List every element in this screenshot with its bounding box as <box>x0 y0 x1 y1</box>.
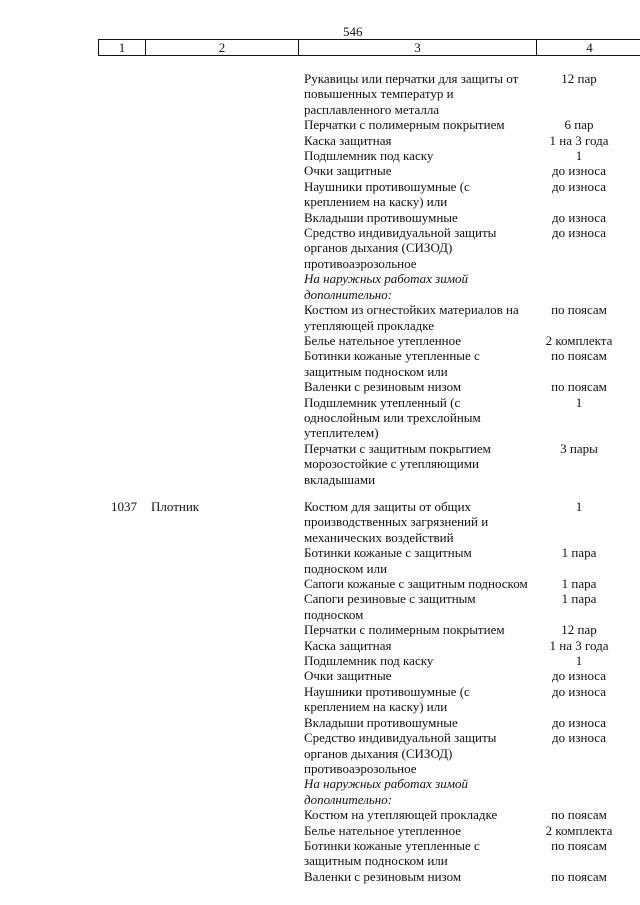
item-name: Каска защитная <box>304 637 392 653</box>
list-item <box>304 302 634 333</box>
page-number: 546 <box>343 24 363 39</box>
list-item <box>304 379 634 394</box>
items-list <box>304 71 634 487</box>
item-name: Средство индивидуальной защиты органов дыхания (СИЗОД) противоаэрозольное <box>304 730 497 776</box>
item-name: Ботинки кожаные утепленные с защитным подноском или <box>304 348 480 379</box>
item-norm: до износа <box>552 730 606 746</box>
item-norm: до износа <box>552 163 606 179</box>
list-item <box>304 348 634 379</box>
item-name: Очки защитные <box>304 163 392 179</box>
item-norm: до износа <box>552 714 606 730</box>
item-norm: 1 <box>575 148 583 164</box>
list-item <box>304 441 634 487</box>
list-item <box>304 71 634 117</box>
list-item <box>304 499 634 545</box>
item-name: Рукавицы или перчатки для защиты от повышенных температур и расплавленного металла <box>304 71 519 117</box>
list-item <box>304 545 634 576</box>
item-name: Подшлемник под каску <box>304 653 434 669</box>
list-item <box>304 395 634 441</box>
list-item <box>304 653 634 668</box>
item-norm: до износа <box>552 209 606 225</box>
item-name: Ботинки кожаные утепленные с защитным подноском или <box>304 837 480 869</box>
item-name: Сапоги резиновые с защитным подноском <box>304 591 476 622</box>
item-name: Вкладыши противошумные <box>304 209 458 225</box>
item-name: Белье нательное утепленное <box>304 822 462 838</box>
item-name: Костюм для защиты от общих производственных загрязнений и механических воздействий <box>304 499 489 545</box>
item-norm: 1 <box>575 499 583 514</box>
item-name: Наушники противошумные (с креплением на каску) или <box>304 683 470 715</box>
header-col-4: 4 <box>586 40 593 55</box>
table-header-row <box>98 39 640 56</box>
list-item <box>304 638 634 653</box>
list-item <box>304 622 634 637</box>
list-item <box>304 776 634 807</box>
list-item <box>304 133 634 148</box>
list-item <box>304 591 634 622</box>
item-name: Подшлемник под каску <box>304 148 434 164</box>
list-item <box>304 668 634 683</box>
item-norm: до износа <box>552 178 606 194</box>
list-item <box>304 163 634 178</box>
list-item <box>304 179 634 210</box>
item-name: Белье нательное утепленное <box>304 332 462 348</box>
item-norm: 3 пары <box>560 440 598 456</box>
item-norm: 2 комплекта <box>545 822 613 838</box>
header-col-1: 1 <box>99 40 146 55</box>
item-name: На наружных работах зимой дополнительно: <box>304 776 469 807</box>
header-col-3: 3 <box>299 40 537 55</box>
item-norm: по поясам <box>551 348 607 364</box>
items-list <box>304 499 634 884</box>
item-name: Перчатки с полимерным покрытием <box>304 622 505 638</box>
item-norm: по поясам <box>551 807 607 823</box>
list-item <box>304 807 634 822</box>
item-name: Вкладыши противошумные <box>304 714 458 730</box>
item-name: Подшлемник утепленный (с однослойным или трехслойным утеплителем) <box>304 394 481 441</box>
item-norm: 12 пар <box>561 71 597 86</box>
item-name: Ботинки кожаные с защитным подноском или <box>304 545 472 576</box>
item-norm: 1 пара <box>561 591 597 607</box>
list-item <box>304 271 634 302</box>
item-name: Каска защитная <box>304 132 392 148</box>
item-norm: до износа <box>552 668 606 684</box>
item-norm: 1 <box>575 653 583 669</box>
item-name: На наружных работах зимой дополнительно: <box>304 271 469 302</box>
item-norm: 12 пар <box>561 622 597 638</box>
item-norm: до износа <box>552 683 606 699</box>
item-norm: до износа <box>552 225 606 241</box>
item-norm: 1 на 3 года <box>549 637 609 653</box>
item-norm: 1 пара <box>561 576 597 592</box>
list-item <box>304 576 634 591</box>
list-item <box>304 838 634 869</box>
item-norm: 1 пара <box>561 545 597 561</box>
item-norm: по поясам <box>551 837 607 853</box>
item-norm: 1 на 3 года <box>549 132 609 148</box>
item-name: Сапоги кожаные с защитным подноском <box>304 576 528 592</box>
item-norm: по поясам <box>551 379 607 395</box>
profession-code: 1037 <box>111 499 137 514</box>
list-item <box>304 225 634 271</box>
item-name: Перчатки с защитным покрытием морозостойкие с утепляющими вкладышами <box>304 440 491 487</box>
list-item <box>304 333 634 348</box>
list-item <box>304 730 634 776</box>
item-norm: по поясам <box>551 302 607 318</box>
item-name: Валенки с резиновым низом <box>304 868 462 884</box>
list-item <box>304 684 634 715</box>
item-name: Средство индивидуальной защиты органов дыхания (СИЗОД) противоаэрозольное <box>304 225 497 271</box>
list-item <box>304 148 634 163</box>
item-norm: 6 пар <box>564 117 594 133</box>
header-col-2: 2 <box>146 40 299 55</box>
item-name: Костюм на утепляющей прокладке <box>304 807 498 823</box>
list-item <box>304 117 634 132</box>
list-item <box>304 715 634 730</box>
list-item <box>304 869 634 884</box>
item-name: Перчатки с полимерным покрытием <box>304 117 505 133</box>
item-norm: по поясам <box>551 868 607 884</box>
list-item <box>304 823 634 838</box>
item-norm: 2 комплекта <box>545 332 613 348</box>
item-name: Валенки с резиновым низом <box>304 379 462 395</box>
profession-name: Плотник <box>151 499 200 514</box>
item-norm <box>529 271 629 302</box>
item-name: Наушники противошумные (с креплением на каску) или <box>304 178 470 210</box>
item-norm: 1 <box>575 394 583 410</box>
item-name: Костюм из огнестойких материалов на утепляющей прокладке <box>304 302 519 333</box>
list-item <box>304 210 634 225</box>
item-name: Очки защитные <box>304 668 392 684</box>
item-norm <box>529 776 629 807</box>
